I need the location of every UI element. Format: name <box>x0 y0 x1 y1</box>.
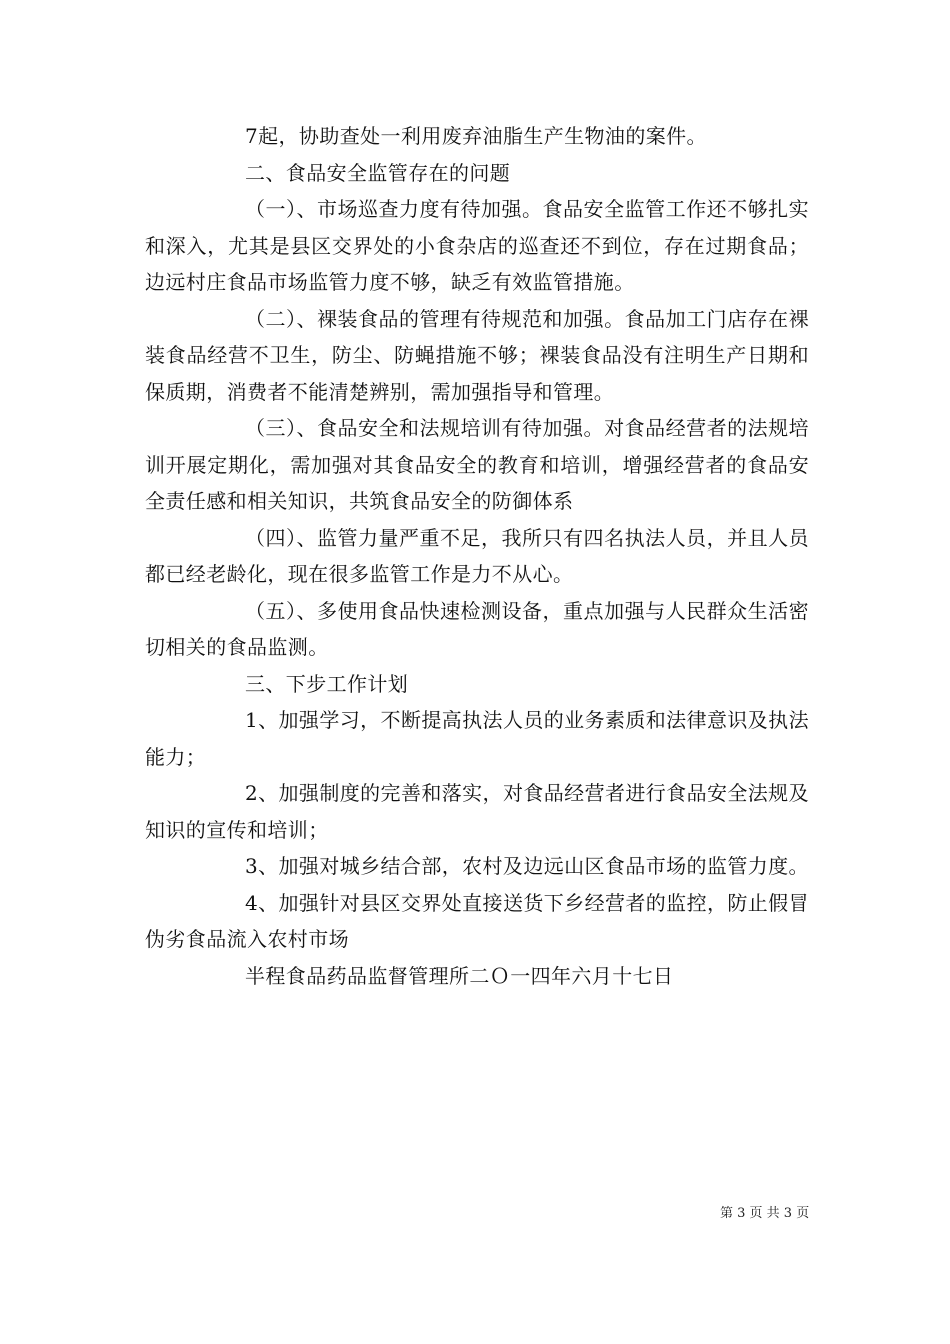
document-body <box>145 118 809 994</box>
page-number-footer: 第 3 页 共 3 页 <box>720 1206 810 1221</box>
section-heading-problems: 二、食品安全监管存在的问题 <box>245 160 511 185</box>
paragraph-plan-1: 1、加强学习，不断提高执法人员的业务素质和法律意识及执法能力； <box>145 708 809 769</box>
paragraph-problem-3: （三）、食品安全和法规培训有待加强。对食品经营者的法规培训开展定期化，需加强对其食品安全的教育和培训，增强经营者的食品安全责任感和相关知识，共筑食品安全的防御体系 <box>145 416 809 513</box>
paragraph-plan-2: 2、加强制度的完善和落实，对食品经营者进行食品安全法规及知识的宣传和培训； <box>145 781 809 842</box>
paragraph-case-summary: 7起，协助查处一利用废弃油脂生产生物油的案件。 <box>245 124 707 148</box>
paragraph-problem-5: （五）、多使用食品快速检测设备，重点加强与人民群众生活密切相关的食品监测。 <box>145 598 809 659</box>
paragraph-plan-4: 4、加强针对县区交界处直接送货下乡经营者的监控，防止假冒伪劣食品流入农村市场 <box>145 890 809 951</box>
paragraph-problem-4: （四）、监管力量严重不足，我所只有四名执法人员，并且人员都已经老龄化，现在很多监管工作是力不从心。 <box>145 525 809 586</box>
paragraph-problem-2: （二）、裸装食品的管理有待规范和加强。食品加工门店存在裸装食品经营不卫生，防尘、防蝇措施不够；裸装食品没有注明生产日期和保质期，消费者不能清楚辨别，需加强指导和管理。 <box>145 306 809 404</box>
paragraph-problem-1: （一）、市场巡查力度有待加强。食品安全监管工作还不够扎实和深入，尤其是县区交界处的小食杂店的巡查还不到位，存在过期食品；边远村庄食品市场监管力度不够，缺乏有效监管措施。 <box>145 197 809 294</box>
paragraph-plan-3: 3、加强对城乡结合部，农村及边远山区食品市场的监管力度。 <box>245 854 809 878</box>
section-heading-plan: 三、下步工作计划 <box>245 671 409 696</box>
signature-line: 半程食品药品监督管理所二Ｏ一四年六月十七日 <box>245 963 674 988</box>
